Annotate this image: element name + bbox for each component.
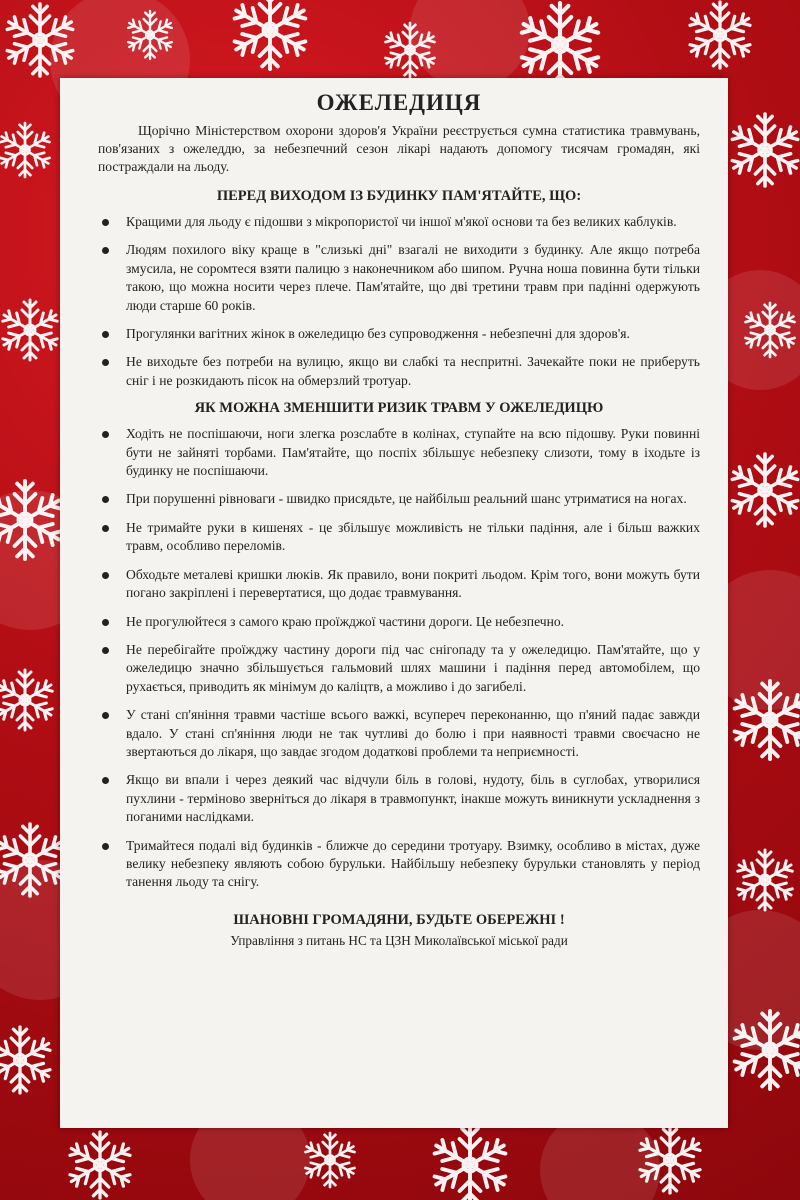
snowflake-icon (729, 114, 800, 186)
snowflake-icon (735, 850, 795, 910)
closing-warning: ШАНОВНІ ГРОМАДЯНИ, БУДЬТЕ ОБЕРЕЖНІ ! (233, 911, 565, 928)
snowflake-icon (0, 123, 52, 177)
snowflake-icon (231, 0, 309, 69)
bullet-icon (102, 431, 109, 438)
list-item: Не перебігайте проїжджу частину дороги під час снігопаду та у ожеледицю. Пам'ятайте, що у ожеледицю значно збільшується гальмовий шлях машини і падіння перед автомобілем, що рухається, приводить як мінімум до каліцтв, а можливо і до загибелі. (98, 641, 700, 696)
issuer-footer: Управління з питань НС та ЦЗН Миколаївської міської ради (230, 932, 568, 948)
section-heading-reduce-risk: ЯК МОЖНА ЗМЕНШИТИ РИЗИК ТРАВМ У ОЖЕЛЕДИЦЮ (194, 400, 604, 417)
list-item: Обходьте металеві кришки люків. Як правило, вони покриті льодом. Крім того, вони можуть бути погано закріплені і перевертатися, що додає травмування. (98, 566, 700, 603)
bullet-icon (102, 647, 109, 654)
bullet-icon (102, 331, 109, 338)
section-heading-before-leaving: ПЕРЕД ВИХОДОМ ІЗ БУДИНКУ ПАМ'ЯТАЙТЕ, ЩО: (216, 188, 582, 204)
bullet-icon (102, 525, 109, 532)
list-item: Не тримайте руки в кишенях - це збільшує можливість не тільки падіння, але і більш важких травм, особливо переломів. (98, 519, 700, 556)
snowflake-icon (431, 1126, 509, 1200)
bullet-icon (102, 572, 109, 579)
snowflake-icon (303, 1133, 357, 1187)
leaflet-page (60, 78, 728, 1128)
list-item: Не виходьте без потреби на вулицю, якщо ви слабкі та неспритні. Зачекайте поки не приберуть сніг і не розкидають пісок на обмерзлий тротуар. (98, 353, 700, 390)
bullet-icon (102, 619, 109, 626)
bullet-icon (102, 496, 109, 503)
snowflake-icon (518, 3, 602, 87)
document-title: ОЖЕЛЕДИЦЯ (316, 90, 482, 115)
bullet-icon (102, 219, 109, 226)
bullet-icon (102, 843, 109, 850)
list-item: Прогулянки вагітних жінок в ожеледицю без супроводження - небезпечні для здоров'я. (98, 325, 700, 343)
list-item: Людям похилого віку краще в "слизькі дні" взагалі не виходити з будинку. Але якщо потреба змусила, не соромтеся взяти палицю з наконечником або шипом. Ручна ноша повинна бути тільки такою, що можна носити через плече. Пам'ятайте, що дві третини травм при падінні одержують люди старше 60 років. (98, 241, 700, 315)
list-item: Якщо ви впали і через деякий час відчули біль в голові, нудоту, біль в суглобах, утворилися пухлини - терміново зверніться до лікаря в травмопункт, інакше можуть виникнути ускладнення з поганими наслідками. (98, 771, 700, 826)
list-item: При порушенні рівноваги - швидко присядьте, це найбільш реальний шанс утриматися на ногах. (98, 490, 700, 508)
snowflake-icon (687, 2, 753, 68)
bullet-icon (102, 712, 109, 719)
bullet-icon (102, 247, 109, 254)
bullet-list-before-leaving (98, 213, 700, 390)
list-item: Тримайтеся подалі від будинків - ближче до середини тротуару. Взимку, особливо в містах, дуже велику небезпеку являють собою бурульки. Найбільшу небезпеку бурульки становлять у період танення льоду та снігу. (98, 837, 700, 892)
intro-paragraph: Щорічно Міністерством охорони здоров'я України реєструється сумна статистика травмувань, пов'язаних з ожеледдю, за небезпечний сезон лікарі надають допомогу тисячам громадян, які постраждали на льоду. (98, 123, 700, 174)
list-item: Кращими для льоду є підошви з мікропористої чи іншої м'якої основи та без великих каблуків. (98, 213, 700, 231)
list-item: Ходіть не поспішаючи, ноги злегка розслабте в колінах, ступайте на всю підошву. Руки повинні бути не зайняті торбами. Пам'ятайте, що поспіх збільшує небезпеку слизоти, тому в іходьте із будинку не поспішаючи. (98, 425, 700, 480)
bullet-list-reduce-risk (98, 425, 700, 892)
bullet-icon (102, 777, 109, 784)
snowflake-icon (0, 670, 55, 730)
bullet-icon (102, 359, 109, 366)
snowflake-icon (729, 454, 800, 526)
snowflake-icon (0, 1027, 53, 1093)
list-item: У стані сп'яніння травми частіше всього важкі, всупереч переконанню, що п'яний падає завжди вдало. У стані сп'яніння люди не так чутливі до болю і при наявності травми своєчасно не звертаються до лікаря, що завдає згодом додаткові проблеми та неприємності. (98, 706, 700, 761)
list-item: Не прогулюйтеся з самого краю проїжджої частини дороги. Це небезпечно. (98, 613, 700, 631)
snowflake-icon (0, 300, 60, 360)
snowflake-icon (67, 1132, 133, 1198)
